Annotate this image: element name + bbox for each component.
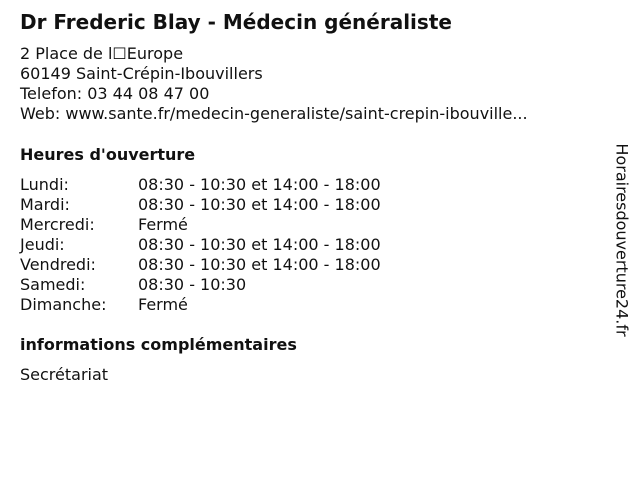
day-label: Vendredi: bbox=[20, 255, 96, 274]
site-brand-vertical[interactable]: Horairesdouverture24.fr bbox=[612, 143, 632, 337]
day-label: Samedi: bbox=[20, 275, 86, 294]
hours-row-monday bbox=[20, 175, 381, 195]
hours-row-sunday bbox=[20, 295, 381, 315]
hours-value: 08:30 - 10:30 et 14:00 - 18:00 bbox=[138, 195, 381, 214]
hours-table bbox=[20, 175, 381, 315]
hours-value: 08:30 - 10:30 et 14:00 - 18:00 bbox=[138, 175, 381, 194]
website-link[interactable]: Web: www.sante.fr/medecin-generaliste/saint-crepin-ibouville... bbox=[20, 104, 528, 123]
day-label: Lundi: bbox=[20, 175, 69, 194]
hours-value: Fermé bbox=[138, 215, 188, 234]
hours-row-saturday bbox=[20, 275, 381, 295]
city-address: 60149 Saint-Crépin-Ibouvillers bbox=[20, 64, 263, 83]
hours-heading: Heures d'ouverture bbox=[20, 145, 196, 164]
day-label: Jeudi: bbox=[20, 235, 65, 254]
address-block bbox=[20, 44, 528, 124]
hours-value: 08:30 - 10:30 et 14:00 - 18:00 bbox=[138, 255, 381, 274]
street-address: 2 Place de l☐Europe bbox=[20, 44, 184, 63]
day-label: Mardi: bbox=[20, 195, 70, 214]
hours-value: Fermé bbox=[138, 295, 188, 314]
info-text: Secrétariat bbox=[20, 365, 109, 384]
day-label: Mercredi: bbox=[20, 215, 95, 234]
hours-row-friday bbox=[20, 255, 381, 275]
info-heading: informations complémentaires bbox=[20, 335, 297, 354]
hours-value: 08:30 - 10:30 et 14:00 - 18:00 bbox=[138, 235, 381, 254]
hours-row-wednesday bbox=[20, 215, 381, 235]
hours-row-thursday bbox=[20, 235, 381, 255]
day-label: Dimanche: bbox=[20, 295, 107, 314]
hours-value: 08:30 - 10:30 bbox=[138, 275, 247, 294]
hours-row-tuesday bbox=[20, 195, 381, 215]
phone-number: Telefon: 03 44 08 47 00 bbox=[20, 84, 210, 103]
page-title: Dr Frederic Blay - Médecin généraliste bbox=[20, 10, 452, 34]
